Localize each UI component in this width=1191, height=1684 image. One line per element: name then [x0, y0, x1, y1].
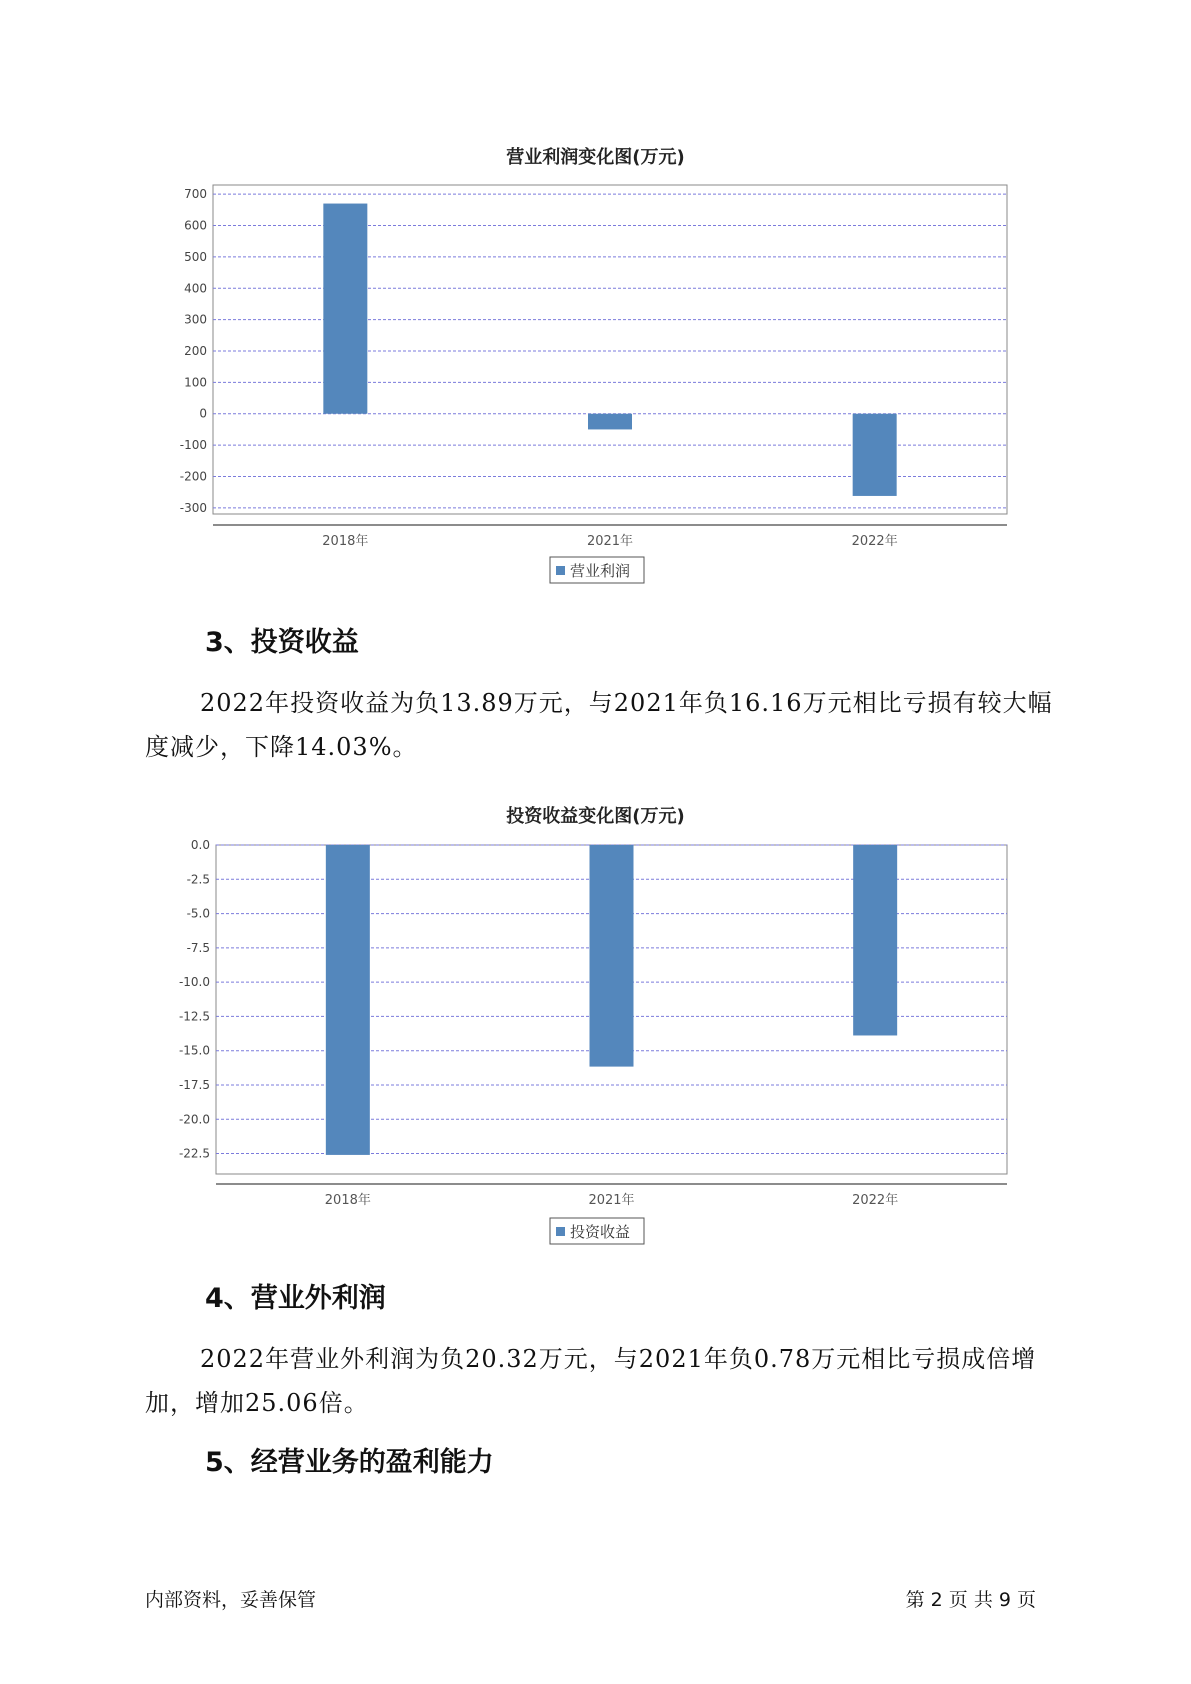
y-tick-label: -17.5 [178, 1077, 210, 1092]
chart1-title: 营业利润变化图(万元) [506, 147, 685, 168]
legend-swatch [556, 1227, 565, 1236]
y-tick-label: -22.5 [178, 1146, 210, 1161]
y-tick-label: 600 [184, 218, 207, 233]
legend-label: 投资收益 [570, 1223, 631, 1241]
y-tick-label: -15.0 [178, 1043, 210, 1058]
section3-heading: 3、投资收益 [205, 627, 359, 658]
x-tick-label: 2022年 [851, 534, 898, 549]
section5-heading: 5、经营业务的盈利能力 [205, 1447, 494, 1478]
legend-label: 营业利润 [570, 562, 631, 580]
x-tick-label: 2021年 [586, 534, 634, 549]
y-tick-label: -10.0 [178, 975, 210, 990]
x-tick-label: 2018年 [322, 534, 369, 549]
y-tick-label: -100 [179, 438, 207, 453]
y-tick-label: -200 [179, 469, 207, 484]
y-tick-label: 300 [184, 312, 207, 327]
y-tick-label: 0.0 [190, 838, 210, 852]
y-tick-label: -2.5 [186, 872, 210, 887]
y-tick-label: 500 [184, 249, 207, 264]
y-tick-label: 700 [184, 187, 207, 202]
footer-note: 内部资料，妥善保管 [145, 1589, 317, 1611]
x-tick-label: 2021年 [588, 1193, 635, 1208]
y-tick-label: 400 [184, 281, 207, 296]
y-tick-label: -5.0 [186, 906, 210, 921]
y-tick-label: 100 [184, 375, 207, 390]
y-tick-label: -12.5 [178, 1009, 210, 1024]
bar-2 [590, 845, 634, 1067]
page-number: 第 2 页 共 9 页 [905, 1589, 1036, 1611]
section4-paragraph: 2022年营业外利润为负20.32万元，与2021年负0.78万元相比亏损成倍增加，增加25.06倍。 [145, 1345, 1037, 1417]
chart2-title: 投资收益变化图(万元) [506, 806, 685, 827]
y-tick-label: -300 [179, 500, 207, 515]
y-tick-label: -20.0 [178, 1112, 210, 1127]
x-tick-label: 2018年 [324, 1193, 371, 1208]
bar-3 [853, 845, 897, 1035]
y-tick-label: 0 [199, 406, 207, 421]
section4-heading: 4、营业外利润 [205, 1283, 386, 1314]
y-tick-label: 200 [184, 344, 207, 358]
x-tick-label: 2022年 [852, 1193, 899, 1208]
bar-1 [326, 845, 370, 1155]
section3-paragraph: 2022年投资收益为负13.89万元，与2021年负16.16万元相比亏损有较大幅度减少，下降14.03%。 [145, 689, 1053, 761]
y-tick-label: -7.5 [186, 940, 210, 955]
